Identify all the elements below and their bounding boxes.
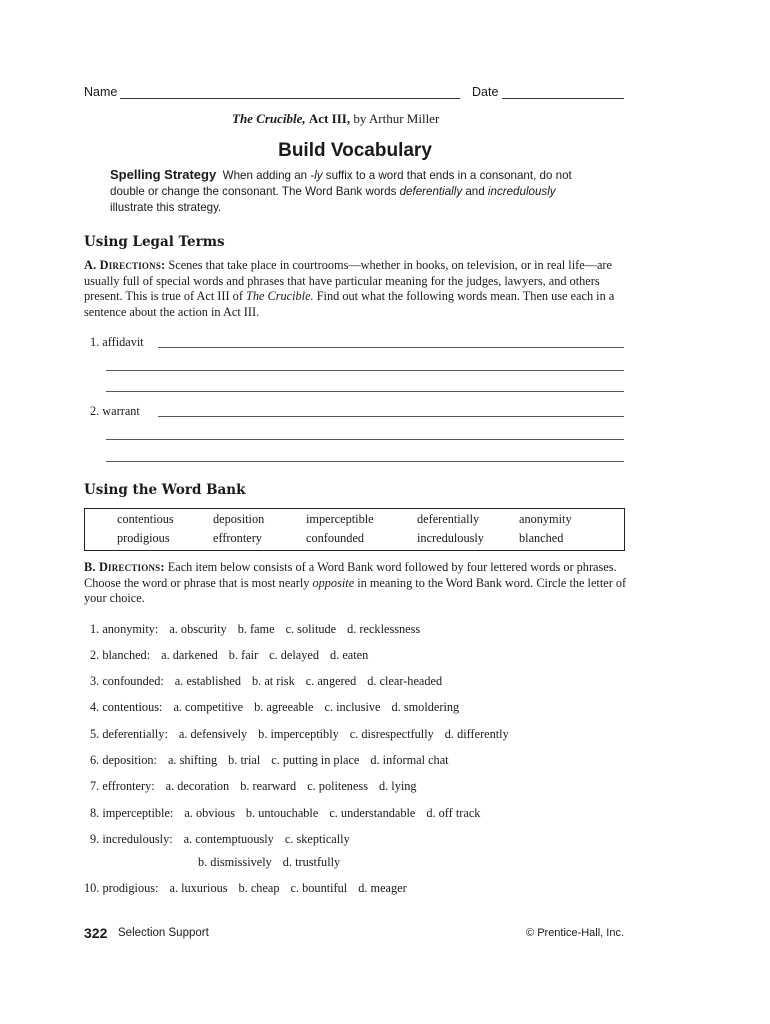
question-item	[90, 700, 470, 715]
spelling-text-1: When adding an -	[222, 169, 315, 182]
spelling-strategy	[110, 167, 596, 216]
spelling-em-suffix: ly	[314, 169, 323, 182]
answer-choice[interactable]: a. obscurity	[169, 622, 227, 636]
question-number: 6.	[90, 753, 100, 767]
footer-copyright: © Prentice-Hall, Inc.	[526, 927, 624, 939]
question-number: 9.	[90, 832, 100, 846]
question-item	[90, 779, 428, 794]
answer-line[interactable]	[106, 461, 624, 462]
answer-choice[interactable]: c. angered	[305, 674, 357, 688]
legal-directions-text-2: Find out what the following words mean. Then use each in a sentence about the action in Act III.	[84, 289, 615, 319]
question-word: contentious:	[102, 700, 163, 714]
answer-choice[interactable]: d. meager	[358, 881, 407, 895]
answer-choice[interactable]: a. contemptuously	[183, 832, 274, 846]
question-number: 3.	[90, 674, 100, 688]
legal-directions-em: The Crucible.	[246, 289, 314, 303]
question-word: deferentially:	[102, 727, 168, 741]
answer-choice[interactable]: b. rearward	[240, 779, 297, 793]
answer-line[interactable]	[158, 347, 624, 348]
date-field[interactable]	[502, 98, 624, 99]
question-number: 7.	[90, 779, 100, 793]
work-title: The Crucible,	[232, 111, 306, 126]
question-word: imperceptible:	[102, 806, 174, 820]
question-item	[90, 622, 431, 637]
word-bank-word: deposition	[213, 512, 265, 526]
word-bank-word: deferentially	[417, 512, 480, 526]
spelling-text-4: illustrate this strategy.	[110, 201, 222, 214]
question-word: deposition:	[102, 753, 157, 767]
answer-line[interactable]	[106, 391, 624, 392]
answer-choice[interactable]: a. defensively	[178, 727, 248, 741]
question-number: 1.	[90, 622, 100, 636]
legal-item-affidavit: 1. affidavit	[90, 335, 144, 349]
question-number: 5.	[90, 727, 100, 741]
answer-choice[interactable]: b. fair	[228, 648, 259, 662]
act-label: Act III,	[308, 111, 351, 126]
partb-directions	[84, 560, 628, 607]
footer-section: Selection Support	[118, 927, 209, 939]
question-item	[90, 727, 520, 742]
answer-choice[interactable]: c. disrespectfully	[349, 727, 434, 741]
question-item	[90, 648, 379, 663]
answer-choice[interactable]: d. informal chat	[370, 753, 449, 767]
word-bank-word: confounded	[306, 531, 365, 545]
answer-choice[interactable]: d. off track	[426, 806, 481, 820]
answer-choice[interactable]: a. shifting	[167, 753, 218, 767]
answer-choice[interactable]: c. skeptically	[284, 832, 350, 846]
spelling-em-1: deferentially	[399, 185, 463, 198]
partb-directions-em: opposite	[312, 575, 355, 590]
answer-choice[interactable]: a. luxurious	[169, 881, 228, 895]
answer-choice[interactable]: c. putting in place	[271, 753, 360, 767]
question-item-continued	[198, 855, 351, 870]
answer-choice[interactable]: a. decoration	[165, 779, 230, 793]
work-subtitle	[232, 111, 439, 127]
answer-choice[interactable]: d. smoldering	[391, 700, 460, 714]
answer-line[interactable]	[106, 370, 624, 371]
answer-choice[interactable]: d. lying	[378, 779, 417, 793]
name-label: Name	[84, 85, 118, 99]
partb-directions-text-1: Each item below consists of a Word Bank word followed by four lettered words or phrases. Choose the word or phrase that is most nearly	[84, 560, 617, 590]
question-word: prodigious:	[102, 881, 159, 895]
answer-line[interactable]	[158, 416, 624, 417]
spelling-em-2: incredulously	[487, 185, 556, 198]
answer-choice[interactable]: c. delayed	[269, 648, 320, 662]
spelling-label: Spelling Strategy	[110, 167, 217, 182]
partb-directions-label: B. Directions:	[84, 560, 165, 574]
word-bank-heading: Using the Word Bank	[84, 482, 246, 498]
answer-choice[interactable]: d. recklessness	[347, 622, 421, 636]
answer-choice[interactable]: a. darkened	[161, 648, 218, 662]
word-bank-word: effrontery	[213, 531, 262, 545]
answer-choice[interactable]: d. clear-headed	[367, 674, 443, 688]
legal-item-warrant: 2. warrant	[90, 404, 140, 418]
question-item	[84, 881, 418, 896]
answer-choice[interactable]: c. inclusive	[324, 700, 381, 714]
question-word: blanched:	[102, 648, 151, 662]
page-number: 322	[84, 925, 108, 941]
question-item	[90, 832, 361, 847]
legal-terms-heading: Using Legal Terms	[84, 234, 225, 250]
answer-choice[interactable]: d. eaten	[330, 648, 369, 662]
answer-choice[interactable]: d. trustfully	[282, 855, 341, 869]
answer-choice[interactable]: b. imperceptibly	[258, 727, 339, 741]
answer-choice[interactable]: b. trial	[228, 753, 261, 767]
answer-choice[interactable]: a. obvious	[184, 806, 235, 820]
spelling-text-3: and	[462, 185, 488, 198]
spelling-text-2: suffix to a word that ends in a consonant, do not double or change the consonant. The Word Bank words	[110, 169, 572, 198]
author-label: by Arthur Miller	[353, 111, 440, 126]
answer-choice[interactable]: a. established	[174, 674, 242, 688]
answer-choice[interactable]: b. at risk	[252, 674, 295, 688]
answer-choice[interactable]: b. fame	[237, 622, 275, 636]
answer-choice[interactable]: c. understandable	[329, 806, 416, 820]
name-field[interactable]	[120, 98, 460, 99]
partb-directions-text-2: in meaning to the Word Bank word. Circle the letter of your choice.	[84, 575, 627, 605]
question-word: anonymity:	[102, 622, 159, 636]
answer-choice[interactable]: b. dismissively	[198, 855, 272, 869]
word-bank-word: incredulously	[417, 531, 484, 545]
question-number: 10.	[84, 881, 100, 895]
answer-line[interactable]	[106, 439, 624, 440]
answer-choice[interactable]: d. differently	[444, 727, 509, 741]
date-label: Date	[472, 85, 499, 99]
word-bank-word: contentious	[117, 512, 174, 526]
answer-choice[interactable]: a. competitive	[173, 700, 244, 714]
word-bank-word: anonymity	[519, 512, 572, 526]
legal-directions-label: A. Directions:	[84, 258, 166, 272]
answer-choice[interactable]: c. bountiful	[290, 881, 348, 895]
question-item	[90, 806, 491, 821]
question-word: incredulously:	[102, 832, 173, 846]
answer-choice[interactable]: c. solitude	[285, 622, 337, 636]
question-word: confounded:	[102, 674, 164, 688]
question-number: 4.	[90, 700, 100, 714]
question-number: 8.	[90, 806, 100, 820]
question-number: 2.	[90, 648, 100, 662]
answer-choice[interactable]: b. cheap	[238, 881, 280, 895]
question-word: effrontery:	[102, 779, 155, 793]
answer-choice[interactable]: b. untouchable	[245, 806, 319, 820]
word-bank-word: blanched	[519, 531, 564, 545]
page-title: Build Vocabulary	[278, 140, 432, 161]
legal-directions-text-1: Scenes that take place in courtrooms—whether in books, on television, or in real life—are usually full of special words and phrases that have particular meaning for the judges, lawyers, and others present. This is true of Act III of	[84, 258, 612, 303]
question-item	[90, 753, 460, 768]
answer-choice[interactable]: b. agreeable	[254, 700, 314, 714]
word-bank-word: prodigious	[117, 531, 170, 545]
word-bank-word: imperceptible	[306, 512, 374, 526]
legal-directions	[84, 258, 628, 320]
answer-choice[interactable]: c. politeness	[307, 779, 368, 793]
question-item	[90, 674, 453, 689]
